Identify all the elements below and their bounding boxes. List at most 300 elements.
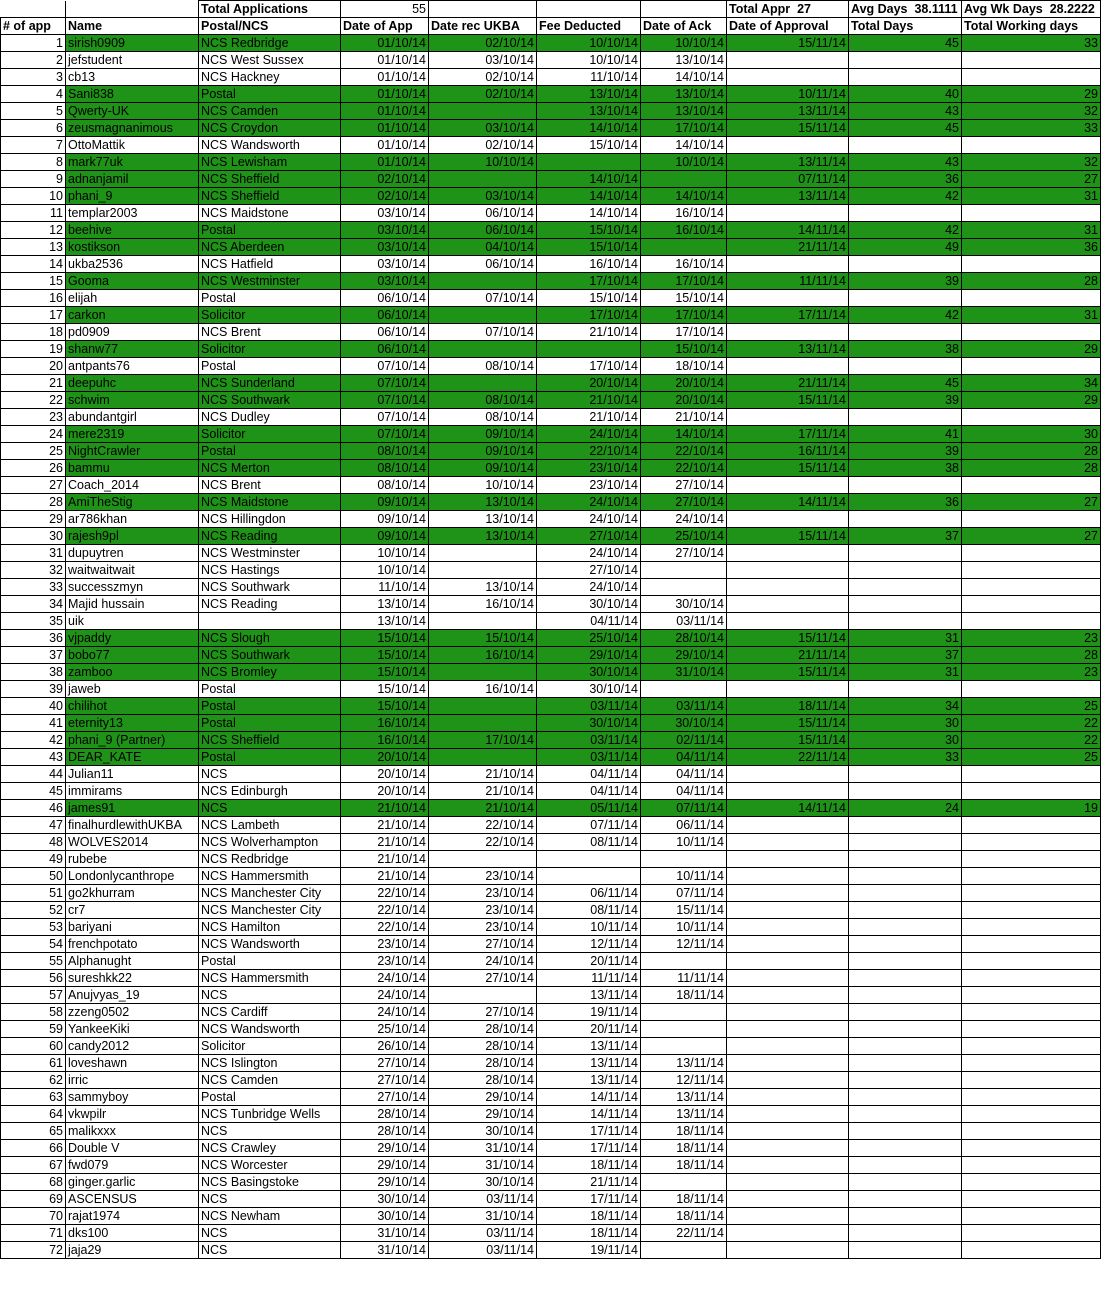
date-of-app-cell[interactable]: 22/10/14 [341,919,429,936]
date-of-approval-cell[interactable] [727,1004,849,1021]
date-of-ack-cell[interactable]: 16/10/14 [641,222,727,239]
date-of-ack-cell[interactable] [641,171,727,188]
app-number-cell[interactable]: 25 [1,443,66,460]
postal-ncs-cell[interactable]: NCS [199,1123,341,1140]
date-rec-ukba-cell[interactable]: 27/10/14 [429,970,537,987]
total-working-days-cell[interactable] [962,1174,1101,1191]
date-of-app-cell[interactable]: 29/10/14 [341,1157,429,1174]
date-of-app-cell[interactable]: 10/10/14 [341,562,429,579]
total-working-days-cell[interactable] [962,1191,1101,1208]
applicant-name-cell[interactable]: shanw77 [66,341,199,358]
date-of-ack-cell[interactable]: 10/11/14 [641,834,727,851]
date-of-app-cell[interactable]: 07/10/14 [341,392,429,409]
app-number-cell[interactable]: 64 [1,1106,66,1123]
postal-ncs-cell[interactable]: NCS Aberdeen [199,239,341,256]
date-of-app-cell[interactable]: 01/10/14 [341,35,429,52]
date-of-approval-cell[interactable] [727,358,849,375]
date-of-app-cell[interactable]: 13/10/14 [341,596,429,613]
date-of-app-cell[interactable]: 06/10/14 [341,341,429,358]
app-number-cell[interactable]: 40 [1,698,66,715]
date-rec-ukba-cell[interactable] [429,749,537,766]
total-working-days-cell[interactable] [962,851,1101,868]
date-of-ack-cell[interactable]: 18/11/14 [641,987,727,1004]
postal-ncs-cell[interactable]: NCS Hastings [199,562,341,579]
total-working-days-cell[interactable] [962,902,1101,919]
postal-ncs-cell[interactable]: NCS [199,1191,341,1208]
date-of-app-cell[interactable]: 08/10/14 [341,460,429,477]
total-days-cell[interactable]: 40 [849,86,962,103]
total-working-days-cell[interactable]: 23 [962,630,1101,647]
postal-ncs-cell[interactable]: NCS Sheffield [199,188,341,205]
total-working-days-cell[interactable] [962,290,1101,307]
total-working-days-cell[interactable] [962,1123,1101,1140]
total-appr-cell[interactable] [727,1,849,18]
total-days-cell[interactable] [849,1174,962,1191]
app-number-cell[interactable]: 44 [1,766,66,783]
total-working-days-cell[interactable] [962,1140,1101,1157]
date-of-approval-cell[interactable]: 15/11/14 [727,120,849,137]
date-of-ack-cell[interactable]: 24/10/14 [641,511,727,528]
applicant-name-cell[interactable]: carkon [66,307,199,324]
date-of-approval-cell[interactable] [727,1208,849,1225]
total-days-cell[interactable] [849,1106,962,1123]
date-of-ack-cell[interactable]: 18/11/14 [641,1140,727,1157]
fee-deducted-cell[interactable]: 15/10/14 [537,239,641,256]
total-working-days-cell[interactable]: 30 [962,426,1101,443]
total-working-days-cell[interactable] [962,137,1101,154]
total-days-cell[interactable] [849,885,962,902]
date-of-app-cell[interactable]: 31/10/14 [341,1242,429,1259]
date-of-approval-cell[interactable]: 10/11/14 [727,86,849,103]
total-days-cell[interactable]: 41 [849,426,962,443]
total-days-cell[interactable] [849,511,962,528]
total-working-days-cell[interactable]: 19 [962,800,1101,817]
date-rec-ukba-cell[interactable]: 31/10/14 [429,1140,537,1157]
date-of-ack-cell[interactable]: 17/10/14 [641,273,727,290]
date-rec-ukba-cell[interactable]: 13/10/14 [429,511,537,528]
app-number-cell[interactable]: 22 [1,392,66,409]
date-rec-ukba-cell[interactable]: 03/11/14 [429,1225,537,1242]
postal-ncs-cell[interactable]: NCS Worcester [199,1157,341,1174]
applicant-name-cell[interactable]: beehive [66,222,199,239]
fee-deducted-cell[interactable]: 04/11/14 [537,613,641,630]
date-rec-ukba-cell[interactable]: 02/10/14 [429,69,537,86]
total-days-cell[interactable]: 36 [849,171,962,188]
total-days-cell[interactable] [849,970,962,987]
applicant-name-cell[interactable]: eternity13 [66,715,199,732]
date-of-approval-cell[interactable] [727,324,849,341]
applicant-name-cell[interactable]: Julian11 [66,766,199,783]
app-number-cell[interactable]: 19 [1,341,66,358]
fee-deducted-cell[interactable]: 29/10/14 [537,647,641,664]
date-of-approval-cell[interactable]: 14/11/14 [727,222,849,239]
date-of-app-cell[interactable]: 02/10/14 [341,188,429,205]
fee-deducted-cell[interactable] [537,341,641,358]
app-number-cell[interactable]: 56 [1,970,66,987]
date-of-ack-cell[interactable]: 31/10/14 [641,664,727,681]
date-rec-ukba-cell[interactable] [429,375,537,392]
date-of-approval-cell[interactable]: 14/11/14 [727,494,849,511]
app-number-cell[interactable]: 37 [1,647,66,664]
date-rec-ukba-cell[interactable]: 22/10/14 [429,817,537,834]
fee-deducted-cell[interactable]: 13/11/14 [537,1055,641,1072]
total-days-cell[interactable]: 42 [849,307,962,324]
applicant-name-cell[interactable]: sammyboy [66,1089,199,1106]
date-rec-ukba-cell[interactable]: 02/10/14 [429,86,537,103]
postal-ncs-cell[interactable]: NCS Southwark [199,392,341,409]
app-number-cell[interactable]: 29 [1,511,66,528]
fee-deducted-cell[interactable]: 30/10/14 [537,596,641,613]
app-number-cell[interactable]: 11 [1,205,66,222]
app-number-cell[interactable]: 55 [1,953,66,970]
total-working-days-cell[interactable]: 25 [962,698,1101,715]
date-rec-ukba-cell[interactable]: 30/10/14 [429,1123,537,1140]
app-number-cell[interactable]: 1 [1,35,66,52]
total-days-cell[interactable] [849,936,962,953]
postal-ncs-cell[interactable]: NCS Hackney [199,69,341,86]
applicant-name-cell[interactable]: Qwerty-UK [66,103,199,120]
date-of-ack-cell[interactable] [641,1174,727,1191]
applicant-name-cell[interactable]: sirish0909 [66,35,199,52]
date-of-ack-cell[interactable]: 13/11/14 [641,1106,727,1123]
date-rec-ukba-cell[interactable] [429,103,537,120]
app-number-cell[interactable]: 16 [1,290,66,307]
total-days-cell[interactable] [849,1157,962,1174]
date-of-ack-cell[interactable]: 13/10/14 [641,86,727,103]
date-of-app-cell[interactable]: 29/10/14 [341,1174,429,1191]
date-of-app-cell[interactable]: 03/10/14 [341,205,429,222]
date-of-app-cell[interactable]: 21/10/14 [341,851,429,868]
total-days-cell[interactable]: 38 [849,460,962,477]
date-rec-ukba-cell[interactable]: 13/10/14 [429,494,537,511]
date-of-app-cell[interactable]: 09/10/14 [341,511,429,528]
date-of-approval-cell[interactable] [727,545,849,562]
date-rec-ukba-cell[interactable]: 23/10/14 [429,885,537,902]
app-number-cell[interactable]: 8 [1,154,66,171]
date-rec-ukba-cell[interactable]: 22/10/14 [429,834,537,851]
postal-ncs-cell[interactable]: NCS Sheffield [199,732,341,749]
date-of-approval-cell[interactable] [727,1038,849,1055]
postal-ncs-cell[interactable]: NCS Hammersmith [199,970,341,987]
date-of-approval-cell[interactable] [727,817,849,834]
applicant-name-cell[interactable]: bammu [66,460,199,477]
applicant-name-cell[interactable]: Sani838 [66,86,199,103]
date-of-ack-cell[interactable]: 17/10/14 [641,324,727,341]
total-days-cell[interactable] [849,1038,962,1055]
applicant-name-cell[interactable]: pd0909 [66,324,199,341]
date-of-approval-cell[interactable] [727,902,849,919]
date-of-ack-cell[interactable]: 20/10/14 [641,392,727,409]
date-of-ack-cell[interactable] [641,681,727,698]
total-working-days-cell[interactable] [962,324,1101,341]
date-of-approval-cell[interactable]: 15/11/14 [727,392,849,409]
date-of-app-cell[interactable]: 27/10/14 [341,1089,429,1106]
applicant-name-cell[interactable]: ar786khan [66,511,199,528]
date-rec-ukba-cell[interactable]: 21/10/14 [429,766,537,783]
date-rec-ukba-cell[interactable]: 03/10/14 [429,52,537,69]
total-working-days-cell[interactable] [962,970,1101,987]
applicant-name-cell[interactable]: mark77uk [66,154,199,171]
date-of-approval-cell[interactable]: 11/11/14 [727,273,849,290]
date-rec-ukba-cell[interactable] [429,987,537,1004]
date-of-app-cell[interactable]: 27/10/14 [341,1072,429,1089]
date-of-approval-cell[interactable] [727,596,849,613]
fee-deducted-cell[interactable]: 15/10/14 [537,290,641,307]
date-of-approval-cell[interactable] [727,970,849,987]
fee-deducted-cell[interactable]: 23/10/14 [537,460,641,477]
fee-deducted-cell[interactable]: 30/10/14 [537,681,641,698]
date-rec-ukba-cell[interactable]: 10/10/14 [429,477,537,494]
applicant-name-cell[interactable]: frenchpotato [66,936,199,953]
date-of-approval-cell[interactable] [727,919,849,936]
date-of-approval-cell[interactable] [727,851,849,868]
total-days-cell[interactable]: 30 [849,715,962,732]
postal-ncs-cell[interactable]: NCS Dudley [199,409,341,426]
date-of-app-cell[interactable]: 31/10/14 [341,1225,429,1242]
app-number-cell[interactable]: 39 [1,681,66,698]
date-of-approval-cell[interactable] [727,868,849,885]
date-of-ack-cell[interactable]: 06/11/14 [641,817,727,834]
date-of-app-cell[interactable]: 24/10/14 [341,970,429,987]
app-number-cell[interactable]: 30 [1,528,66,545]
date-rec-ukba-cell[interactable]: 30/10/14 [429,1174,537,1191]
date-of-ack-cell[interactable]: 04/11/14 [641,766,727,783]
date-of-approval-cell[interactable]: 21/11/14 [727,375,849,392]
total-days-cell[interactable] [849,1208,962,1225]
app-number-cell[interactable]: 35 [1,613,66,630]
date-rec-ukba-cell[interactable]: 09/10/14 [429,426,537,443]
applicant-name-cell[interactable]: kostikson [66,239,199,256]
date-rec-ukba-cell[interactable]: 27/10/14 [429,1004,537,1021]
date-rec-ukba-cell[interactable]: 06/10/14 [429,205,537,222]
app-number-cell[interactable]: 66 [1,1140,66,1157]
app-number-cell[interactable]: 3 [1,69,66,86]
date-of-app-cell[interactable]: 15/10/14 [341,664,429,681]
applicant-name-cell[interactable]: rajat1974 [66,1208,199,1225]
fee-deducted-cell[interactable]: 13/11/14 [537,1072,641,1089]
date-of-ack-cell[interactable]: 15/10/14 [641,341,727,358]
total-days-cell[interactable] [849,681,962,698]
date-of-ack-cell[interactable]: 10/10/14 [641,154,727,171]
date-of-approval-cell[interactable]: 15/11/14 [727,732,849,749]
date-rec-ukba-cell[interactable]: 31/10/14 [429,1157,537,1174]
date-of-app-cell[interactable]: 01/10/14 [341,86,429,103]
total-working-days-cell[interactable]: 32 [962,154,1101,171]
fee-deducted-cell[interactable]: 14/11/14 [537,1106,641,1123]
date-rec-ukba-cell[interactable]: 10/10/14 [429,154,537,171]
postal-ncs-cell[interactable]: NCS Lewisham [199,154,341,171]
date-of-ack-cell[interactable]: 14/10/14 [641,426,727,443]
date-rec-ukba-cell[interactable]: 06/10/14 [429,256,537,273]
app-number-cell[interactable]: 36 [1,630,66,647]
date-of-approval-cell[interactable] [727,256,849,273]
date-of-ack-cell[interactable]: 21/10/14 [641,409,727,426]
date-rec-ukba-cell[interactable]: 28/10/14 [429,1038,537,1055]
applicant-name-cell[interactable]: jefstudent [66,52,199,69]
total-working-days-cell[interactable]: 29 [962,341,1101,358]
postal-ncs-cell[interactable]: NCS Hatfield [199,256,341,273]
total-working-days-cell[interactable] [962,511,1101,528]
date-of-app-cell[interactable]: 30/10/14 [341,1191,429,1208]
app-number-cell[interactable]: 5 [1,103,66,120]
total-applications-value[interactable]: 55 [341,1,429,18]
total-days-cell[interactable] [849,1225,962,1242]
fee-deducted-cell[interactable]: 14/10/14 [537,120,641,137]
date-rec-ukba-cell[interactable]: 03/10/14 [429,188,537,205]
app-number-cell[interactable]: 62 [1,1072,66,1089]
fee-deducted-cell[interactable]: 04/11/14 [537,766,641,783]
postal-ncs-cell[interactable]: Postal [199,290,341,307]
date-of-approval-cell[interactable] [727,613,849,630]
postal-ncs-cell[interactable]: NCS Brent [199,324,341,341]
app-number-cell[interactable]: 31 [1,545,66,562]
applicant-name-cell[interactable]: ginger.garlic [66,1174,199,1191]
date-of-approval-cell[interactable] [727,834,849,851]
total-days-cell[interactable] [849,1242,962,1259]
applicant-name-cell[interactable]: mere2319 [66,426,199,443]
fee-deducted-cell[interactable]: 15/10/14 [537,222,641,239]
app-number-cell[interactable]: 45 [1,783,66,800]
app-number-cell[interactable]: 17 [1,307,66,324]
date-of-approval-cell[interactable] [727,953,849,970]
total-working-days-cell[interactable]: 34 [962,375,1101,392]
date-of-ack-cell[interactable]: 07/11/14 [641,885,727,902]
postal-ncs-cell[interactable]: NCS [199,766,341,783]
date-of-approval-cell[interactable] [727,1174,849,1191]
date-rec-ukba-cell[interactable]: 21/10/14 [429,800,537,817]
postal-ncs-cell[interactable]: NCS Redbridge [199,35,341,52]
date-rec-ukba-cell[interactable]: 03/11/14 [429,1191,537,1208]
fee-deducted-cell[interactable]: 24/10/14 [537,579,641,596]
date-of-approval-cell[interactable] [727,1123,849,1140]
applicant-name-cell[interactable]: finalhurdlewithUKBA [66,817,199,834]
date-of-ack-cell[interactable]: 22/10/14 [641,443,727,460]
app-number-cell[interactable]: 34 [1,596,66,613]
applicant-name-cell[interactable]: candy2012 [66,1038,199,1055]
postal-ncs-cell[interactable]: NCS [199,1242,341,1259]
date-rec-ukba-cell[interactable]: 27/10/14 [429,936,537,953]
summary-blank-cell[interactable] [641,1,727,18]
date-rec-ukba-cell[interactable]: 24/10/14 [429,953,537,970]
app-number-cell[interactable]: 69 [1,1191,66,1208]
column-header-name[interactable]: Name [66,18,199,35]
app-number-cell[interactable]: 41 [1,715,66,732]
date-of-app-cell[interactable]: 27/10/14 [341,1055,429,1072]
fee-deducted-cell[interactable]: 06/11/14 [537,885,641,902]
app-number-cell[interactable]: 60 [1,1038,66,1055]
applicant-name-cell[interactable]: templar2003 [66,205,199,222]
postal-ncs-cell[interactable]: NCS Southwark [199,647,341,664]
postal-ncs-cell[interactable]: NCS Wandsworth [199,936,341,953]
date-of-ack-cell[interactable]: 18/11/14 [641,1123,727,1140]
date-of-ack-cell[interactable]: 10/10/14 [641,35,727,52]
date-of-ack-cell[interactable]: 07/11/14 [641,800,727,817]
total-days-cell[interactable] [849,1089,962,1106]
date-of-approval-cell[interactable] [727,1106,849,1123]
app-number-cell[interactable]: 59 [1,1021,66,1038]
date-of-approval-cell[interactable] [727,69,849,86]
date-of-ack-cell[interactable]: 04/11/14 [641,783,727,800]
fee-deducted-cell[interactable]: 03/11/14 [537,732,641,749]
date-rec-ukba-cell[interactable]: 28/10/14 [429,1055,537,1072]
date-of-approval-cell[interactable] [727,52,849,69]
total-working-days-cell[interactable] [962,1004,1101,1021]
date-rec-ukba-cell[interactable] [429,341,537,358]
applicant-name-cell[interactable]: AmiTheStig [66,494,199,511]
date-of-approval-cell[interactable] [727,409,849,426]
postal-ncs-cell[interactable]: NCS Maidstone [199,205,341,222]
date-rec-ukba-cell[interactable]: 02/10/14 [429,137,537,154]
date-of-approval-cell[interactable] [727,1242,849,1259]
postal-ncs-cell[interactable]: Solicitor [199,1038,341,1055]
date-of-app-cell[interactable]: 20/10/14 [341,749,429,766]
date-of-ack-cell[interactable]: 27/10/14 [641,494,727,511]
total-days-cell[interactable]: 24 [849,800,962,817]
applicant-name-cell[interactable]: YankeeKiki [66,1021,199,1038]
total-working-days-cell[interactable] [962,1038,1101,1055]
date-of-approval-cell[interactable]: 14/11/14 [727,800,849,817]
date-rec-ukba-cell[interactable] [429,307,537,324]
applicant-name-cell[interactable]: zamboo [66,664,199,681]
date-rec-ukba-cell[interactable] [429,545,537,562]
applicant-name-cell[interactable]: chilihot [66,698,199,715]
applicant-name-cell[interactable]: OttoMattik [66,137,199,154]
total-days-cell[interactable] [849,953,962,970]
app-number-cell[interactable]: 28 [1,494,66,511]
applicant-name-cell[interactable]: vkwpilr [66,1106,199,1123]
fee-deducted-cell[interactable]: 10/11/14 [537,919,641,936]
date-of-app-cell[interactable]: 01/10/14 [341,103,429,120]
fee-deducted-cell[interactable]: 20/10/14 [537,375,641,392]
postal-ncs-cell[interactable]: NCS Camden [199,103,341,120]
postal-ncs-cell[interactable]: NCS Westminster [199,273,341,290]
date-rec-ukba-cell[interactable]: 07/10/14 [429,290,537,307]
total-working-days-cell[interactable]: 27 [962,171,1101,188]
applicant-name-cell[interactable]: Alphanught [66,953,199,970]
applicant-name-cell[interactable]: deepuhc [66,375,199,392]
app-number-cell[interactable]: 61 [1,1055,66,1072]
date-of-app-cell[interactable]: 01/10/14 [341,120,429,137]
summary-blank-cell[interactable] [1,1,66,18]
total-working-days-cell[interactable] [962,868,1101,885]
applicant-name-cell[interactable]: zzeng0502 [66,1004,199,1021]
app-number-cell[interactable]: 12 [1,222,66,239]
date-rec-ukba-cell[interactable]: 16/10/14 [429,681,537,698]
date-of-app-cell[interactable]: 11/10/14 [341,579,429,596]
total-working-days-cell[interactable] [962,1055,1101,1072]
postal-ncs-cell[interactable]: NCS Reading [199,528,341,545]
applicant-name-cell[interactable]: go2khurram [66,885,199,902]
date-of-app-cell[interactable]: 21/10/14 [341,817,429,834]
postal-ncs-cell[interactable]: NCS Hillingdon [199,511,341,528]
total-days-cell[interactable]: 42 [849,188,962,205]
date-of-ack-cell[interactable] [641,239,727,256]
applicant-name-cell[interactable]: waitwaitwait [66,562,199,579]
date-of-approval-cell[interactable] [727,766,849,783]
total-days-cell[interactable] [849,1055,962,1072]
fee-deducted-cell[interactable]: 10/10/14 [537,52,641,69]
total-working-days-cell[interactable]: 33 [962,120,1101,137]
fee-deducted-cell[interactable]: 04/11/14 [537,783,641,800]
date-of-app-cell[interactable]: 10/10/14 [341,545,429,562]
total-working-days-cell[interactable]: 27 [962,494,1101,511]
date-of-app-cell[interactable]: 30/10/14 [341,1208,429,1225]
date-rec-ukba-cell[interactable]: 13/10/14 [429,528,537,545]
date-of-approval-cell[interactable] [727,1157,849,1174]
applicant-name-cell[interactable]: uik [66,613,199,630]
date-of-app-cell[interactable]: 01/10/14 [341,137,429,154]
postal-ncs-cell[interactable]: NCS Tunbridge Wells [199,1106,341,1123]
